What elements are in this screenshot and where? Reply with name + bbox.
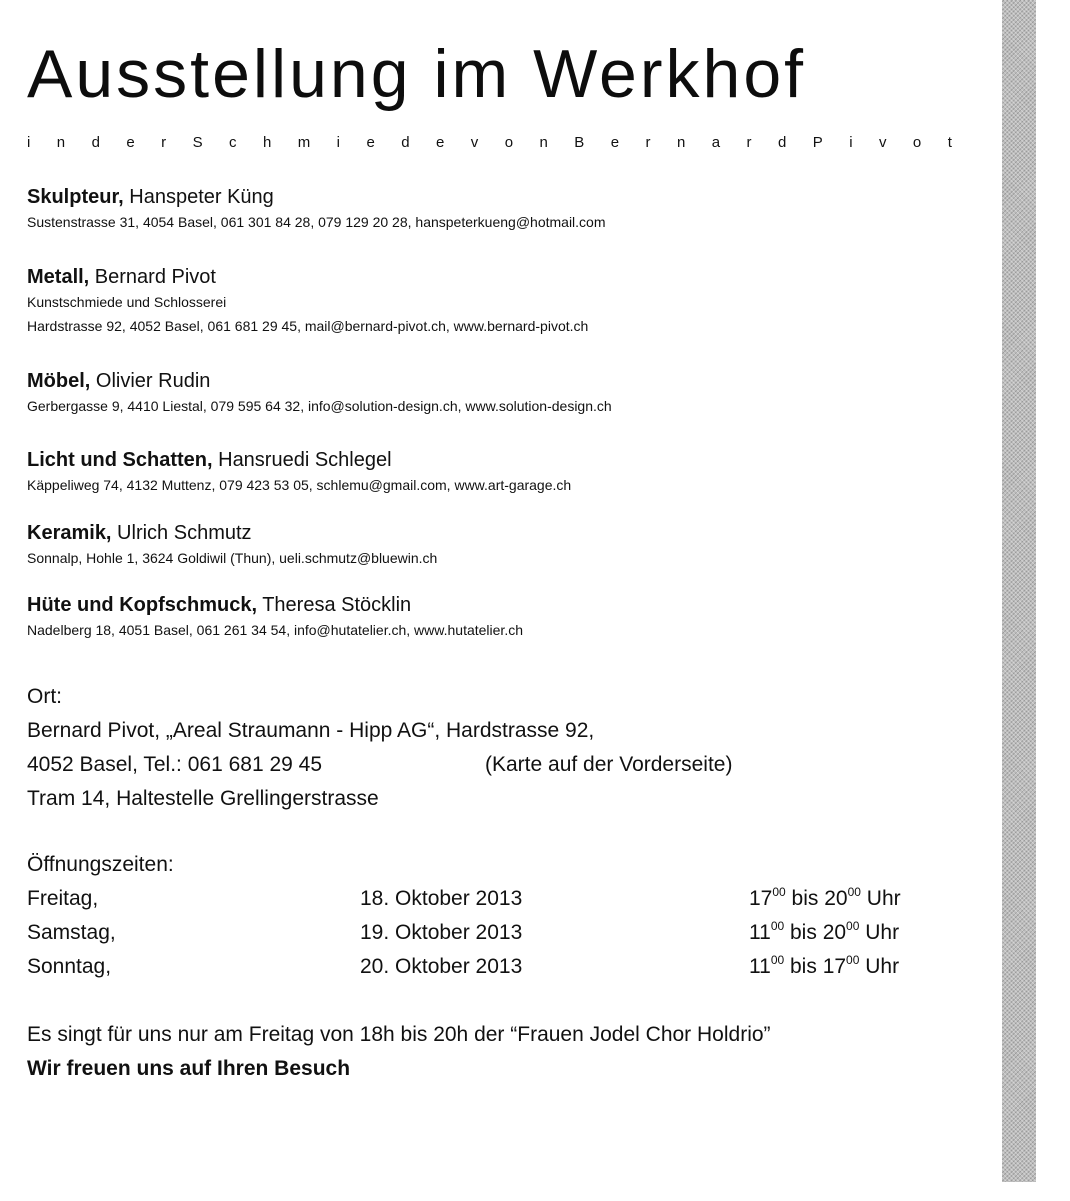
scan-edge-strip — [1002, 0, 1036, 1182]
page-title: Ausstellung im Werkhof — [27, 36, 807, 112]
subtitle-letter: e — [610, 134, 620, 151]
subtitle-letter: r — [746, 134, 752, 151]
opening-hours-row — [27, 950, 900, 984]
subtitle-letter: m — [297, 134, 311, 151]
exhibitor-sculptor — [27, 184, 606, 234]
time-to-minutes: 00 — [846, 953, 860, 967]
subtitle-letter: n — [56, 134, 66, 151]
exhibitor-subtitle: Kunstschmiede und Schlosserei — [27, 294, 227, 310]
exhibitor-heading — [27, 264, 588, 290]
opening-hours-row — [27, 916, 900, 950]
exhibitor-address: Sustenstrasse 31, 4054 Basel, 061 301 84 28, 079 129 20 28, hanspeterkueng@hotmail.com — [27, 214, 606, 230]
exhibitor-furniture — [27, 368, 612, 418]
subtitle-letter: S — [192, 134, 203, 151]
hours-day: Freitag, — [27, 887, 99, 910]
choir-note: Es singt für uns nur am Freitag von 18h bis 20h der “Frauen Jodel Chor Holdrio” — [27, 1023, 771, 1046]
subtitle-letter: d — [91, 134, 100, 151]
time-to-hour: 17 — [822, 955, 847, 978]
subtitle-letter: e — [436, 134, 445, 151]
subtitle-letter: r — [161, 134, 167, 151]
subtitle-letter: c — [229, 134, 237, 151]
location-transit: Tram 14, Haltestelle Grellingerstrasse — [27, 787, 379, 810]
exhibitor-address: Käppeliweg 74, 4132 Muttenz, 079 423 53 05, schlemu@gmail.com, www.art-garage.ch — [27, 477, 572, 493]
exhibitor-name: Hanspeter Küng — [123, 186, 274, 208]
opening-hours-label: Öffnungszeiten: — [27, 853, 174, 876]
location-address-line: Bernard Pivot, „Areal Straumann - Hipp AG“, Hardstrasse 92, — [27, 719, 595, 742]
closing-line: Wir freuen uns auf Ihren Besuch — [27, 1057, 351, 1080]
time-separator: bis — [784, 921, 823, 944]
subtitle-letter: n — [676, 134, 686, 151]
exhibitor-address: Nadelberg 18, 4051 Basel, 061 261 34 54, info@hutatelier.ch, www.hutatelier.ch — [27, 622, 523, 638]
time-to-hour: 20 — [824, 887, 848, 910]
opening-hours — [27, 848, 901, 984]
exhibitor-heading — [27, 447, 571, 473]
time-unit: Uhr — [859, 955, 900, 978]
hours-date: 19. Oktober 2013 — [360, 921, 523, 944]
location-phone: 4052 Basel, Tel.: 061 681 29 45 — [27, 753, 323, 776]
exhibitor-address: Sonnalp, Hohle 1, 3624 Goldiwil (Thun), ueli.schmutz@bluewin.ch — [27, 550, 438, 566]
location-phone-row — [27, 748, 733, 782]
exhibitor-category: Licht und Schatten, — [27, 449, 213, 471]
time-to-minutes: 00 — [847, 885, 861, 899]
time-unit: Uhr — [859, 921, 900, 944]
subtitle-letter: o — [912, 134, 922, 151]
exhibitor-heading — [27, 368, 612, 394]
hours-day: Samstag, — [27, 921, 116, 944]
hours-time — [749, 950, 899, 984]
hours-time — [749, 916, 899, 950]
subtitle-letter: v — [878, 134, 887, 151]
subtitle-letter: a — [711, 134, 721, 151]
time-from-minutes: 00 — [770, 919, 785, 933]
subtitle-letter: i — [27, 134, 31, 151]
exhibitor-name: Bernard Pivot — [89, 266, 216, 288]
subtitle-letter: d — [777, 134, 787, 151]
subtitle-letter: d — [401, 134, 410, 151]
subtitle-letter: i — [336, 134, 341, 151]
exhibitor-category: Hüte und Kopfschmuck, — [27, 594, 258, 616]
subtitle-letter: i — [849, 134, 853, 151]
time-from-hour: 11 — [749, 955, 771, 978]
exhibitor-heading — [27, 592, 523, 618]
subtitle-letter: h — [262, 134, 272, 151]
exhibitor-heading — [27, 520, 437, 546]
exhibitor-category: Möbel, — [27, 370, 91, 392]
location-label: Ort: — [27, 685, 62, 708]
exhibitor-address: Gerbergasse 9, 4410 Liestal, 079 595 64 32, info@solution-design.ch, www.solution-design.ch — [27, 398, 612, 414]
exhibitor-name: Hansruedi Schlegel — [212, 449, 392, 471]
time-unit: Uhr — [860, 887, 901, 910]
location-block — [27, 680, 733, 816]
hours-date: 18. Oktober 2013 — [360, 887, 523, 910]
time-from-hour: 11 — [749, 921, 771, 944]
exhibitor-category: Skulpteur, — [27, 186, 124, 208]
exhibitor-heading — [27, 184, 606, 210]
choir-note-block — [27, 1018, 771, 1086]
time-to-minutes: 00 — [846, 919, 860, 933]
hours-date: 20. Oktober 2013 — [360, 955, 523, 978]
subtitle-letter: e — [366, 134, 375, 151]
hours-day: Sonntag, — [27, 955, 112, 978]
time-from-minutes: 00 — [772, 885, 786, 899]
exhibitor-name: Ulrich Schmutz — [111, 522, 252, 544]
subtitle-letter: v — [470, 134, 479, 151]
time-separator: bis — [784, 955, 823, 978]
time-to-hour: 20 — [822, 921, 847, 944]
exhibitor-name: Olivier Rudin — [90, 370, 211, 392]
exhibitor-metal — [27, 264, 588, 338]
opening-hours-row — [27, 882, 901, 916]
subtitle-letter: B — [574, 134, 585, 151]
time-separator: bis — [785, 887, 825, 910]
exhibitor-category: Keramik, — [27, 522, 112, 544]
exhibitor-address: Hardstrasse 92, 4052 Basel, 061 681 29 45, mail@bernard-pivot.ch, www.bernard-pivot.ch — [27, 318, 589, 334]
subtitle-letter: n — [539, 134, 548, 151]
exhibitor-category: Metall, — [27, 266, 90, 288]
hours-time — [749, 882, 901, 916]
exhibitor-ceramics — [27, 520, 437, 570]
time-from-minutes: 00 — [770, 953, 785, 967]
map-note: (Karte auf der Vorderseite) — [485, 753, 733, 776]
time-from-hour: 17 — [749, 887, 773, 910]
subtitle-letter: t — [947, 134, 952, 151]
subtitle-letter: e — [126, 134, 135, 151]
subtitle — [27, 133, 952, 153]
subtitle-letter: o — [504, 134, 514, 151]
subtitle-letter: r — [645, 134, 651, 151]
exhibitor-light — [27, 447, 571, 497]
exhibitor-hats — [27, 592, 523, 642]
exhibitor-name: Theresa Stöcklin — [257, 594, 412, 616]
subtitle-letter: P — [812, 134, 823, 151]
opening-hours-table — [27, 882, 901, 984]
